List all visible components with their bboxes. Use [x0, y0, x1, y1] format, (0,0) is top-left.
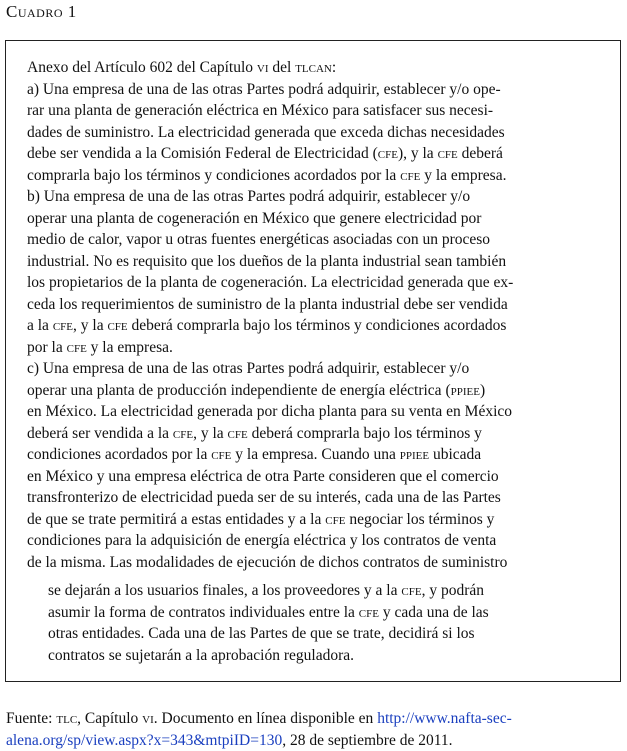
table-caption: Cuadro 1	[6, 2, 77, 21]
annex-line: en México y una empresa eléctrica de otra Parte consideren que el comercio	[27, 467, 499, 485]
annex-line: comprarla bajo los términos y condiciones acordados por la cfe y la empresa.	[27, 166, 507, 184]
source-middle: , Capítulo	[77, 710, 143, 727]
annex-line: debe ser vendida a la Comisión Federal de Electricidad (cfe), y la cfe deberá	[27, 145, 503, 162]
annex-line: asumir la forma de contratos individuales entre la cfe y cada una de las	[48, 603, 489, 621]
annex-line: operar una planta de producción independiente de energía eléctrica (ppiee)	[27, 381, 486, 399]
annex-text-lower	[48, 580, 588, 666]
annex-line: Anexo del Artículo 602 del Capítulo vi del tlcan:	[27, 59, 337, 76]
annex-line: contratos se sujetarán a la aprobación reguladora.	[48, 646, 354, 664]
annex-line: transfronterizo de electricidad pueda ser de su interés, cada una de las Partes	[27, 489, 501, 506]
annex-line: industrial. No es requisito que los dueños de la planta industrial sean también	[27, 252, 507, 270]
source-note	[6, 708, 622, 751]
annex-line: deberá ser vendida a la cfe, y la cfe deberá comprarla bajo los términos y	[27, 424, 482, 442]
source-link[interactable]: http://www.nafta-sec-alena.org/sp/view.aspx?x=343&mtpiID=130	[6, 710, 512, 749]
annex-line: otras entidades. Cada una de las Partes de que se trate, decidirá si los	[48, 625, 475, 642]
annex-line: c) Una empresa de una de las otras Partes podrá adquirir, establecer y/o	[27, 360, 470, 377]
annex-line: por la cfe y la empresa.	[27, 338, 173, 356]
annex-line: de que se trate permitirá a estas entidades y a la cfe negociar los términos y	[27, 510, 495, 528]
source-date: , 28 de septiembre de 2011.	[282, 731, 453, 749]
annex-line: en México. La electricidad generada por dicha planta para su venta en México	[27, 403, 513, 420]
annex-line: se dejarán a los usuarios finales, a los proveedores y a la cfe, y podrán	[48, 582, 484, 599]
annex-line: condiciones acordados por la cfe y la empresa. Cuando una ppiee ubicada	[27, 446, 482, 463]
annex-line: rar una planta de generación eléctrica en México para satisfacer sus necesi-	[27, 102, 494, 119]
source-after-chapter: . Documento en línea disponible en	[153, 710, 378, 727]
source-chapter: vi	[142, 710, 154, 727]
annex-line: medio de calor, vapor u otras fuentes energéticas asociadas con un proceso	[27, 231, 491, 248]
annex-line: a la cfe, y la cfe deberá comprarla bajo los términos y condiciones acordados	[27, 317, 507, 334]
annex-line: operar una planta de cogeneración en México que genere electricidad por	[27, 209, 482, 227]
source-tlc: tlc	[56, 710, 78, 727]
annex-line: los propietarios de la planta de cogeneración. La electricidad generada que ex-	[27, 274, 514, 291]
annex-line: condiciones para la adquisición de energía eléctrica y los contratos de venta	[27, 532, 497, 549]
annex-text-upper	[27, 57, 587, 573]
annex-line: de la misma. Las modalidades de ejecución de dichos contratos de suministro	[27, 553, 508, 571]
source-prefix: Fuente:	[6, 710, 57, 727]
annex-line: ceda los requerimientos de suministro de la planta industrial debe ser vendida	[27, 295, 508, 313]
annex-line: a) Una empresa de una de las otras Partes podrá adquirir, establecer y/o ope-	[27, 80, 501, 98]
annex-line: b) Una empresa de una de las otras Partes podrá adquirir, establecer y/o	[27, 188, 471, 205]
annex-line: dades de suministro. La electricidad generada que exceda dichas necesidades	[27, 123, 505, 141]
